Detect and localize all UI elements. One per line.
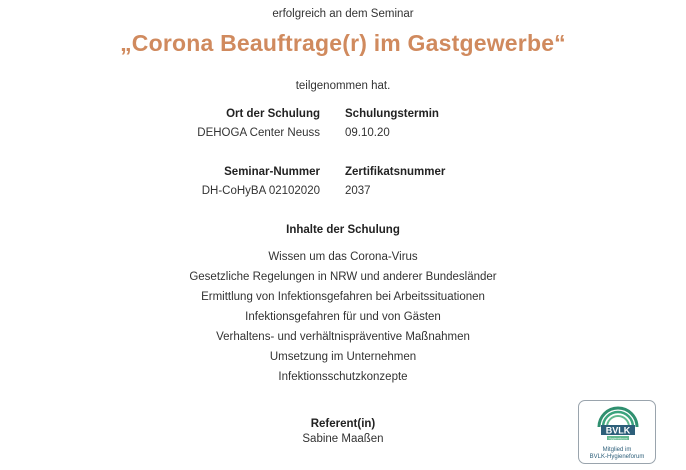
referent-name: Sabine Maaßen	[302, 433, 384, 445]
contents-list	[0, 250, 686, 390]
badge-line-2: BVLK-Hygieneforum	[589, 454, 645, 460]
certificate-number-label: Zertifikatsnummer	[345, 166, 446, 178]
location-value: DEHOGA Center Neuss	[197, 127, 320, 139]
logo-text: BVLK	[605, 425, 631, 436]
logo-subtext: Hygieneforum	[608, 436, 628, 441]
seminar-number-label: Seminar-Nummer	[224, 166, 320, 178]
list-item: Umsetzung im Unternehmen	[269, 351, 417, 363]
list-item: Ermittlung von Infektionsgefahren bei Arbeitssituationen	[201, 291, 485, 303]
list-item: Infektionsgefahren für und von Gästen	[245, 311, 441, 323]
certificate-number-value: 2037	[345, 185, 371, 197]
contents-heading: Inhalte der Schulung	[286, 224, 400, 236]
list-item: Verhaltens- und verhältnispräventive Maßnahmen	[216, 331, 470, 343]
bvlk-member-badge	[578, 400, 656, 464]
referent-label: Referent(in)	[310, 418, 376, 430]
bvlk-logo-icon	[593, 405, 643, 443]
intro-text: erfolgreich an dem Seminar	[272, 8, 414, 20]
participation-text: teilgenommen hat.	[295, 80, 391, 92]
list-item: Wissen um das Corona-Virus	[268, 251, 418, 263]
date-value: 09.10.20	[345, 127, 390, 139]
list-item: Infektionsschutzkonzepte	[278, 371, 408, 383]
location-label: Ort der Schulung	[226, 108, 320, 120]
seminar-number-value: DH-CoHyBA 02102020	[201, 185, 320, 197]
list-item: Gesetzliche Regelungen in NRW und anderer Bundesländer	[189, 271, 497, 283]
badge-line-1: Mitglied im	[602, 447, 632, 453]
seminar-title: „Corona Beauftrage(r) im Gastgewerbe“	[120, 30, 566, 56]
date-label: Schulungstermin	[345, 108, 439, 120]
